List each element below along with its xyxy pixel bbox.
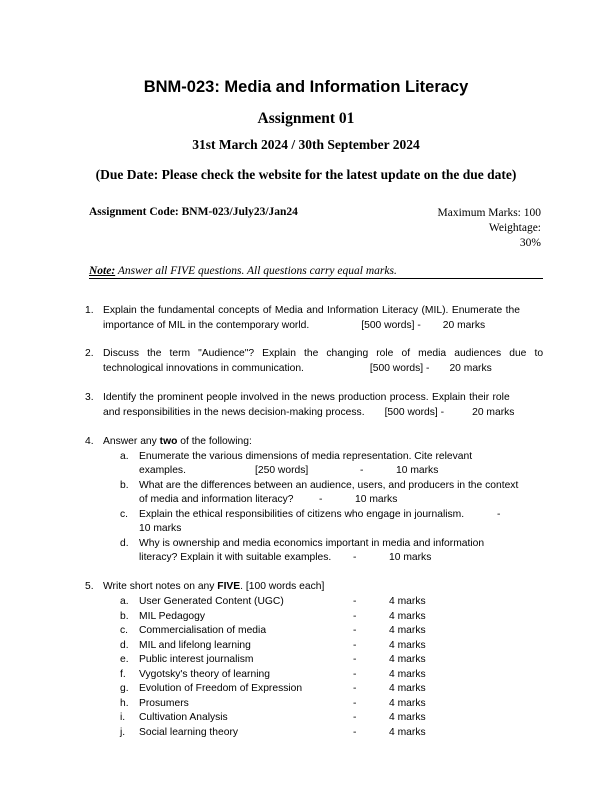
item-letter: g.	[120, 683, 129, 694]
item-text-line2: of media and information literacy?	[139, 494, 294, 505]
item-marks: 4 marks	[389, 639, 426, 651]
item-dash: -	[353, 552, 357, 563]
item-text: What are the differences between an audience, users, and producers in the context	[139, 480, 519, 491]
item-text: Evolution of Freedom of Expression	[139, 683, 303, 694]
word-limit: [500 words] -	[384, 406, 445, 418]
item-marks: 4 marks	[389, 712, 426, 723]
item-marks: 10 marks	[396, 465, 439, 476]
max-marks: Maximum Marks: 100	[437, 207, 541, 219]
session-dates: 31st March 2024 / 30th September 2024	[192, 137, 420, 152]
item-text: Cultivation Analysis	[139, 712, 228, 723]
item-dash: -	[353, 712, 357, 723]
item-letter: d.	[120, 538, 129, 549]
item-dash: -	[353, 683, 357, 694]
item-dash: -	[353, 639, 357, 651]
note-text: Answer all FIVE questions. All questions carry equal marks.	[115, 265, 397, 277]
question-marks: 20 marks	[449, 362, 492, 374]
word-limit: [250 words]	[255, 465, 309, 476]
item-marks: 4 marks	[389, 625, 426, 636]
due-date-notice: (Due Date: Please check the website for the latest update on the due date)	[95, 167, 517, 182]
question-number: 1.	[85, 305, 94, 316]
item-marks: 4 marks	[389, 596, 426, 607]
item-dash: -	[497, 509, 501, 520]
word-limit: [500 words] -	[369, 362, 430, 374]
item-text: User Generated Content (UGC)	[139, 596, 284, 607]
assignment-number: Assignment 01	[257, 110, 355, 127]
item-text: Vygotsky's theory of learning	[139, 668, 270, 680]
question-text: Identify the prominent people involved in the news production process. Explain their role	[103, 392, 510, 403]
question-text-line2: and responsibilities in the news decision-making process. [500 words] - 20 marks	[103, 406, 515, 418]
weightage-value: 30%	[519, 237, 541, 249]
item-text: Social learning theory	[139, 726, 239, 738]
item-letter: i.	[120, 712, 126, 723]
marks-block	[438, 206, 542, 251]
question-text: Explain the fundamental concepts of Media and Information Literacy (MIL). Enumerate the	[103, 305, 520, 316]
item-marks: 4 marks	[389, 697, 426, 709]
question-1	[85, 304, 555, 333]
question-number: 4.	[85, 436, 94, 447]
item-dash: -	[353, 625, 357, 636]
item-letter: e.	[120, 654, 129, 665]
question-text-line2: importance of MIL in the contemporary world. [500 words] - 20 marks	[103, 319, 486, 331]
assignment-code: Assignment Code: BNM-023/July23/Jan24	[89, 206, 298, 218]
item-dash: -	[353, 610, 357, 622]
question-4	[85, 435, 555, 450]
item-dash: -	[360, 465, 364, 476]
item-text: Why is ownership and media economics important in media and information	[139, 538, 485, 549]
question-marks: 20 marks	[472, 406, 515, 418]
question-number: 2.	[85, 348, 94, 359]
item-marks: 4 marks	[389, 726, 426, 738]
note-label: Note:	[89, 265, 116, 277]
item-text: Explain the ethical responsibilities of citizens who engage in journalism.	[139, 509, 465, 520]
item-letter: a.	[120, 451, 129, 462]
note	[89, 265, 397, 277]
item-dash: -	[353, 654, 357, 665]
question-text: Write short notes on any FIVE. [100 words each]	[103, 581, 325, 592]
item-letter: h.	[120, 697, 129, 709]
item-marks: 4 marks	[389, 668, 426, 680]
weightage-label: Weightage:	[488, 222, 541, 234]
item-marks: 10 marks	[355, 494, 398, 505]
question-5	[85, 580, 555, 595]
item-marks: 4 marks	[389, 610, 426, 622]
question-text: Answer any two of the following:	[103, 436, 252, 447]
item-letter: a.	[120, 596, 129, 607]
item-marks: 4 marks	[389, 654, 426, 665]
item-letter: b.	[120, 610, 129, 622]
item-dash: -	[353, 697, 357, 709]
item-letter: c.	[120, 509, 129, 520]
item-text: MIL and lifelong learning	[139, 639, 251, 651]
question-text-line2: technological innovations in communication. [500 words] - 20 marks	[103, 362, 492, 374]
item-text-line2: examples.	[139, 465, 186, 476]
item-letter: d.	[120, 639, 129, 651]
question-text: Discuss the term "Audience"? Explain the changing role of media audiences due to	[103, 348, 544, 359]
item-letter: c.	[120, 625, 129, 636]
item-marks: 10 marks	[389, 552, 432, 563]
item-marks: 10 marks	[139, 523, 182, 534]
word-limit: [500 words] -	[361, 319, 421, 331]
item-dash: -	[353, 726, 357, 738]
item-text-line2: literacy? Explain it with suitable examples.	[139, 552, 332, 563]
question-2	[85, 347, 555, 376]
item-letter: b.	[120, 480, 129, 491]
item-dash: -	[319, 494, 323, 505]
item-text: Commercialisation of media	[139, 625, 267, 636]
question-3	[85, 391, 555, 420]
question-number: 3.	[85, 392, 94, 403]
item-text: Prosumers	[139, 697, 189, 709]
item-text: Public interest journalism	[139, 654, 254, 665]
item-text: Enumerate the various dimensions of media representation. Cite relevant	[139, 451, 473, 462]
item-letter: j.	[120, 726, 126, 738]
item-marks: 4 marks	[389, 683, 426, 694]
item-dash: -	[353, 668, 357, 680]
document-title: BNM-023: Media and Information Literacy	[143, 78, 469, 96]
question-marks: 20 marks	[442, 319, 486, 331]
item-dash: -	[353, 596, 357, 607]
question-number: 5.	[85, 581, 94, 592]
note-divider	[89, 278, 543, 279]
item-text: MIL Pedagogy	[139, 610, 206, 622]
item-letter: f.	[120, 668, 126, 680]
